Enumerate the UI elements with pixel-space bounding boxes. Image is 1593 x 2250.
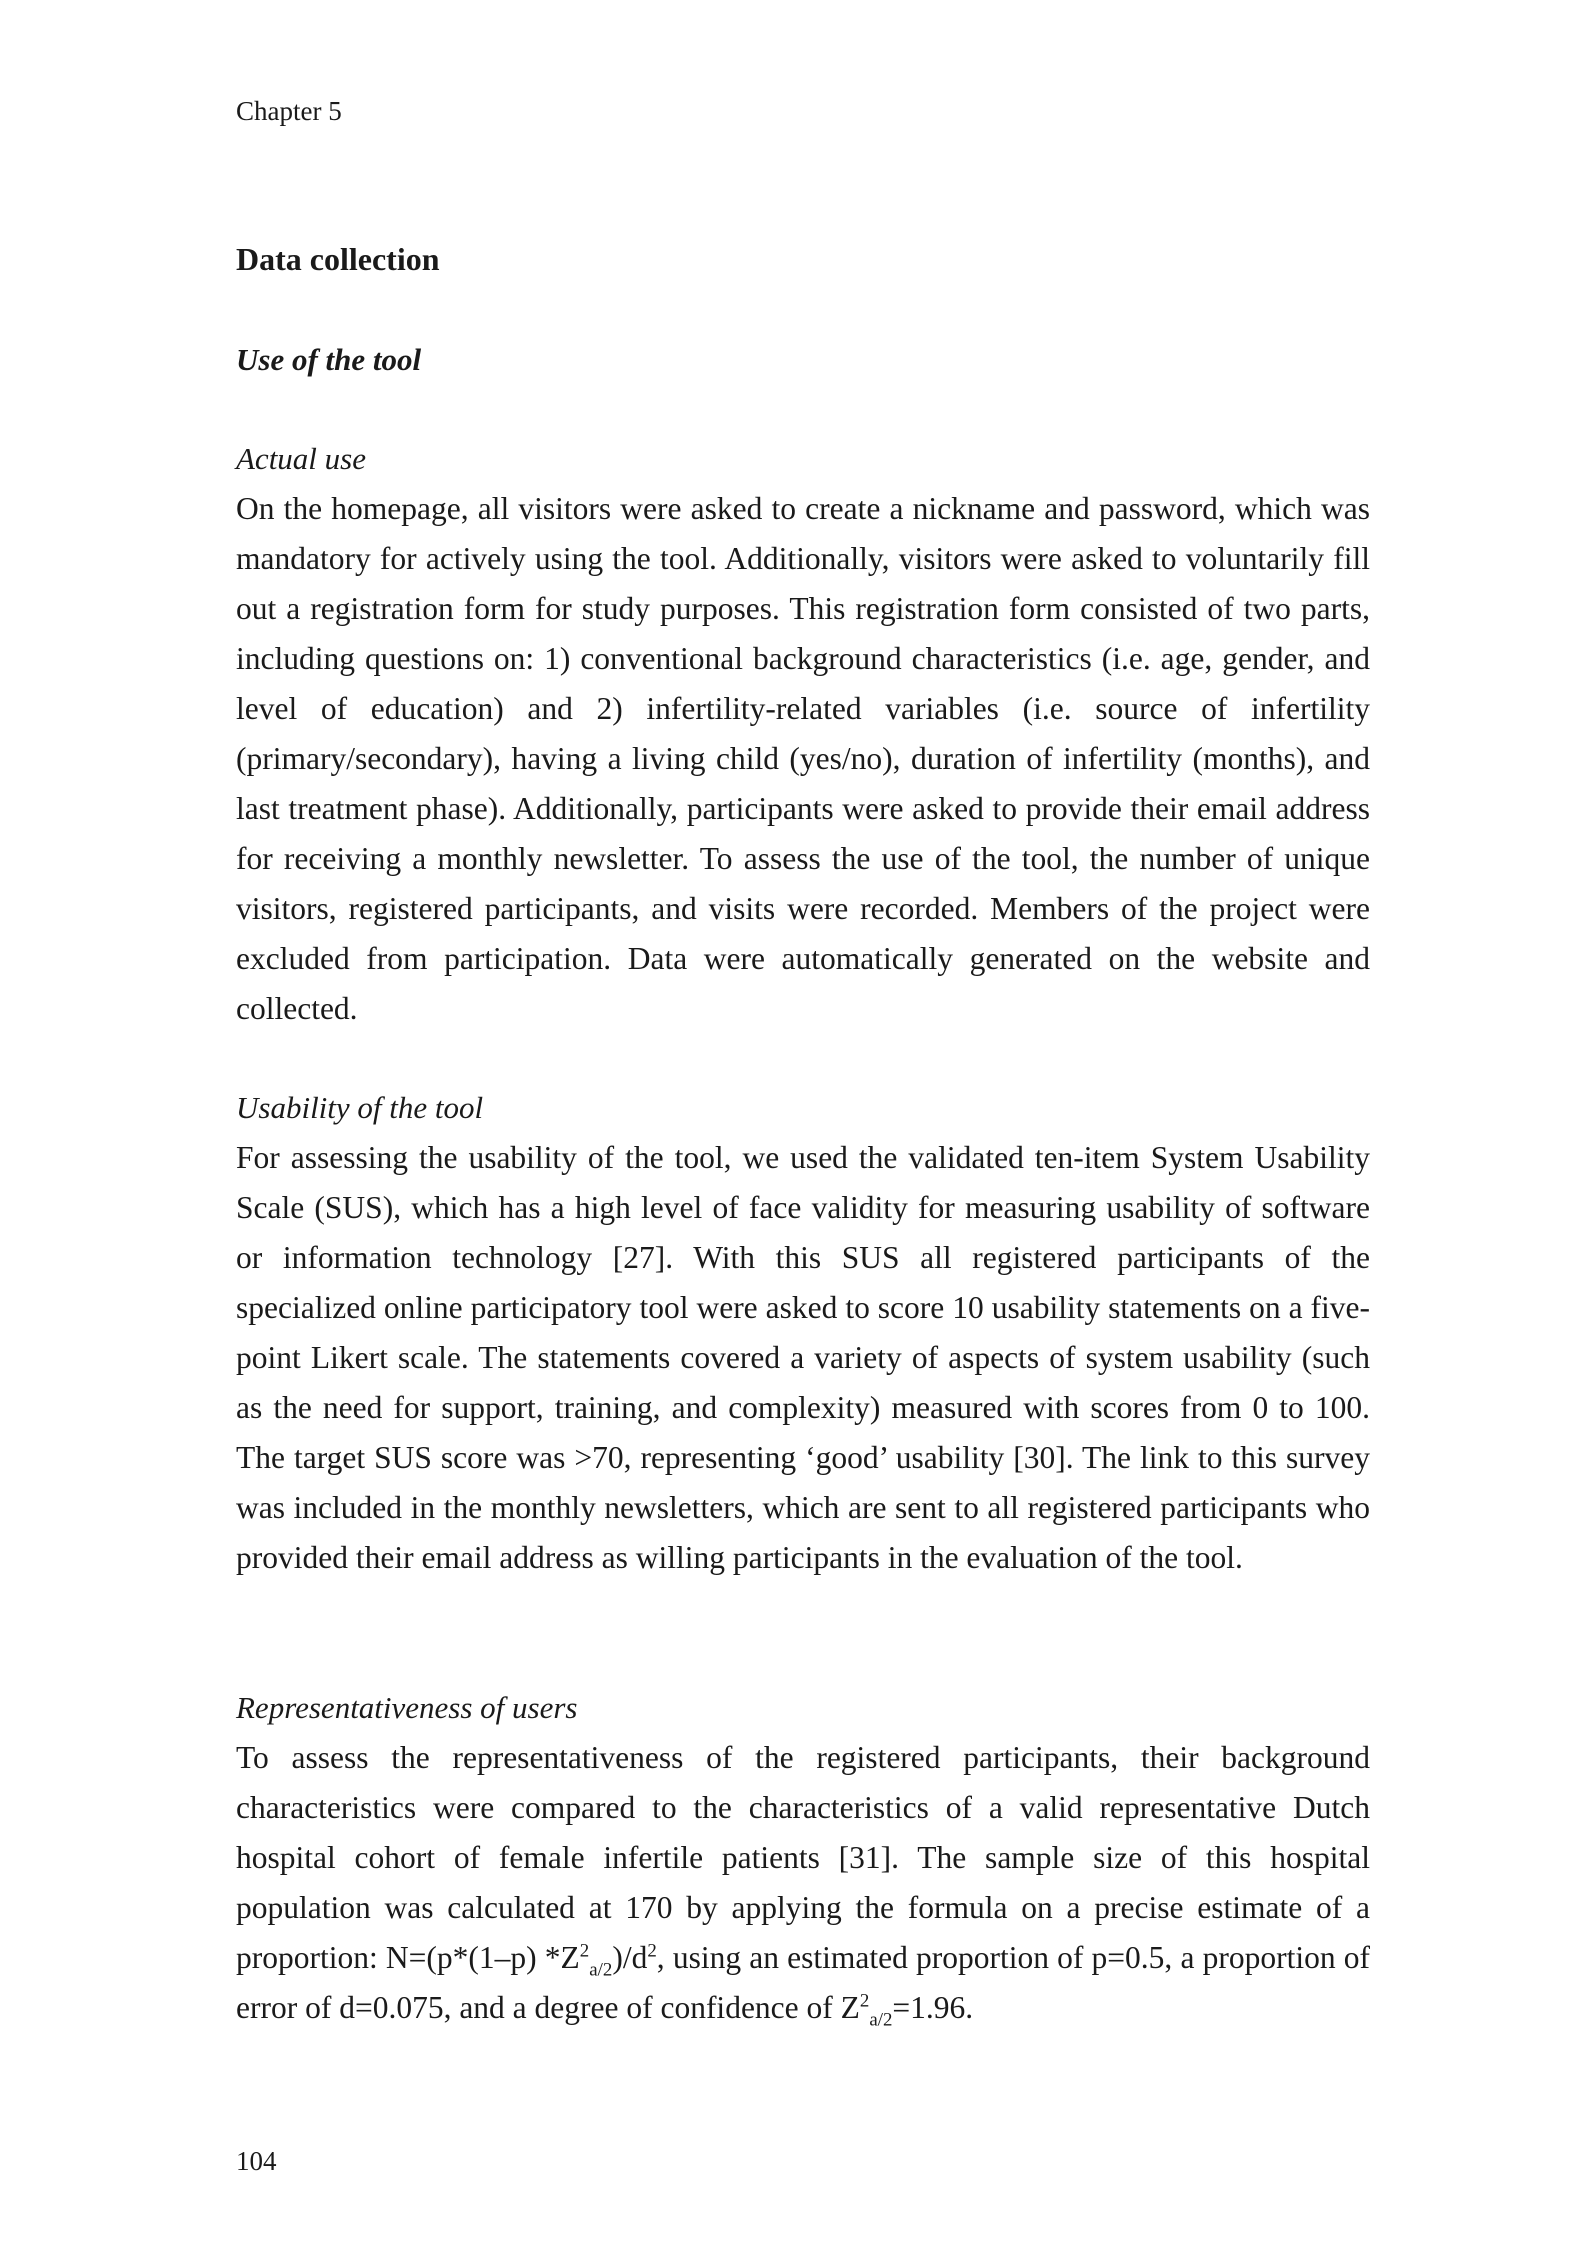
usability-section xyxy=(236,1083,1370,1583)
formula-sup-1: 2 xyxy=(579,1940,590,1962)
actual-use-section xyxy=(236,434,1370,1034)
representativeness-section xyxy=(236,1683,1370,2033)
usability-paragraph: For assessing the usability of the tool, we used the validated ten-item System Usability Scale (SUS), which has a high level of face validity for measuring usability of software or information technology [27]. With this SUS all registered participants of the specialized online participatory tool were asked to score 10 usability statements on a five-point Likert scale. The statements covered a variety of aspects of system usability (such as the need for support, training, and complexity) measured with scores from 0 to 100. The target SUS score was >70, representing ‘good’ usability [30]. The link to this survey was included in the monthly newsletters, which are sent to all registered participants who provided their email address as willing participants in the evaluation of the tool. xyxy=(236,1140,1370,1575)
usability-heading: Usability of the tool xyxy=(236,1090,484,1125)
section-title: Data collection xyxy=(236,241,440,277)
repr-text-2: )/d xyxy=(612,1940,648,1975)
formula-sub-1: a/2 xyxy=(589,1959,613,1981)
repr-text-3: , using an estimated proportion of p=0.5, a proportion of error of d=0.075, and a degree of confidence of Z xyxy=(236,1940,1370,2025)
repr-text-1: To assess the representativeness of the registered participants, their background characteristics were compared to the characteristics of a valid representative Dutch hospital cohort of female infertile patients [31]. The sample size of this hospital population was calculated at 170 by applying the formula on a precise estimate of a proportion: N=(p*(1–p) *Z xyxy=(236,1740,1370,1975)
actual-use-heading: Actual use xyxy=(236,441,366,476)
representativeness-paragraph xyxy=(236,1733,1370,2033)
actual-use-paragraph: On the homepage, all visitors were asked to create a nickname and password, which was mandatory for actively using the tool. Additionally, visitors were asked to voluntarily fill out a registration form for study purposes. This registration form consisted of two parts, including questions on: 1) conventional background characteristics (i.e. age, gender, and level of education) and 2) infertility-related variables (i.e. source of infertility (primary/secondary), having a living child (yes/no), duration of infertility (months), and last treatment phase). Additionally, participants were asked to provide their email address for receiving a monthly newsletter. To assess the use of the tool, the number of unique visitors, registered participants, and visits were recorded. Members of the project were excluded from participation. Data were automatically generated on the website and collected. xyxy=(236,491,1370,1026)
formula-sup-3: 2 xyxy=(859,1990,870,2012)
page-number: 104 xyxy=(236,2146,277,2176)
representativeness-heading: Representativeness of users xyxy=(236,1690,578,1725)
running-head: Chapter 5 xyxy=(236,96,342,126)
subsection-title: Use of the tool xyxy=(236,342,422,377)
formula-sup-2: 2 xyxy=(647,1940,657,1962)
formula-sub-3: a/2 xyxy=(869,2009,893,2031)
repr-text-4: =1.96. xyxy=(892,1990,974,2025)
